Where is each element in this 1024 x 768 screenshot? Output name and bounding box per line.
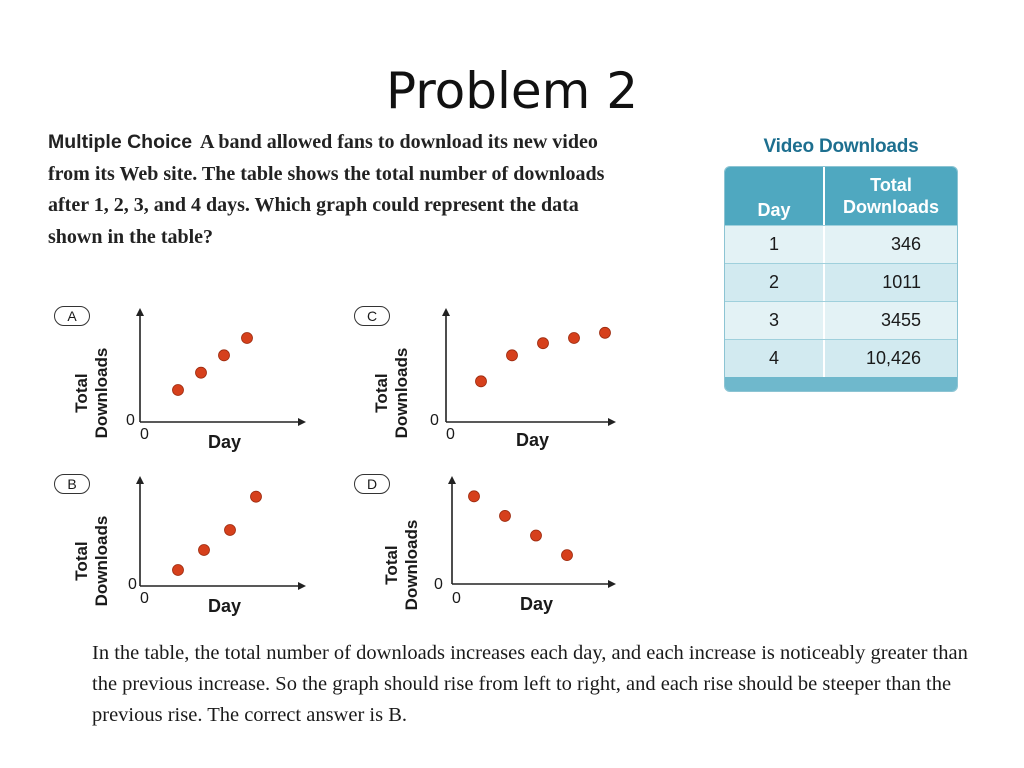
data-point bbox=[562, 550, 573, 561]
table-title: Video Downloads bbox=[763, 136, 919, 157]
x-axis-arrow bbox=[298, 582, 306, 590]
x-axis-arrow bbox=[298, 418, 306, 426]
cell-day: 2 bbox=[725, 264, 825, 301]
x-axis-arrow bbox=[608, 418, 616, 426]
data-point bbox=[251, 491, 262, 502]
data-point bbox=[225, 525, 236, 536]
scatter-plot-c bbox=[348, 300, 648, 460]
y-zero-label: 0 bbox=[430, 412, 439, 429]
x-axis-label: Day bbox=[516, 430, 550, 450]
data-point bbox=[538, 338, 549, 349]
x-zero-label: 0 bbox=[140, 590, 149, 607]
option-d-badge[interactable]: D bbox=[354, 474, 390, 494]
cell-day: 4 bbox=[725, 340, 825, 377]
explanation-text: In the table, the total number of downloads increases each day, and each increase is noticeably greater than the previous increase. So the graph should rise from left to right, and each rise should be steeper than the previous rise. The correct answer is B. bbox=[92, 642, 968, 726]
header-downloads-line1: Total bbox=[870, 175, 912, 195]
data-point bbox=[600, 327, 611, 338]
table-row bbox=[725, 263, 957, 301]
graph-option-c[interactable]: C Total Downloads 0 0 Day bbox=[348, 300, 648, 460]
table-row bbox=[725, 339, 957, 377]
scatter-plot-d bbox=[348, 468, 648, 628]
cell-downloads: 346 bbox=[890, 234, 921, 254]
x-axis-label: Day bbox=[520, 594, 554, 614]
video-downloads-table bbox=[724, 136, 958, 392]
cell-downloads: 1011 bbox=[882, 272, 921, 292]
table-row bbox=[725, 225, 957, 263]
question-body: A band allowed fans to download its new video from its Web site. The table shows the total number of downloads after 1, 2, 3, and 4 days. Which graph could represent the data shown in the table? bbox=[48, 131, 605, 248]
option-b-badge[interactable]: B bbox=[54, 474, 90, 494]
graph-option-d[interactable]: D Total Downloads 0 0 Day bbox=[348, 468, 648, 628]
cell-downloads: 3455 bbox=[880, 310, 921, 330]
option-c-badge[interactable]: C bbox=[354, 306, 390, 326]
graph-option-a[interactable]: A Total Downloads 0 0 Day bbox=[48, 300, 348, 460]
data-point bbox=[476, 376, 487, 387]
table-header-row bbox=[725, 167, 957, 225]
header-day: Day bbox=[725, 167, 825, 225]
y-zero-label: 0 bbox=[126, 412, 135, 429]
cell-downloads: 10,426 bbox=[865, 348, 921, 368]
data-point bbox=[500, 510, 511, 521]
data-point bbox=[219, 350, 230, 361]
data-point bbox=[173, 565, 184, 576]
option-a-badge[interactable]: A bbox=[54, 306, 90, 326]
y-zero-label: 0 bbox=[434, 576, 443, 593]
data-point bbox=[469, 491, 480, 502]
y-axis-arrow bbox=[448, 476, 456, 484]
data-point bbox=[196, 367, 207, 378]
data-point bbox=[507, 350, 518, 361]
x-zero-label: 0 bbox=[446, 426, 455, 443]
x-axis-label: Day bbox=[208, 596, 242, 616]
y-axis-arrow bbox=[442, 308, 450, 316]
scatter-plot-b bbox=[48, 468, 348, 628]
data-point bbox=[199, 545, 210, 556]
table-footer bbox=[725, 377, 957, 391]
multiple-choice-label: Multiple Choice bbox=[48, 131, 193, 153]
scatter-plot-a bbox=[48, 300, 348, 460]
y-axis-arrow bbox=[136, 476, 144, 484]
table-row bbox=[725, 301, 957, 339]
y-axis-arrow bbox=[136, 308, 144, 316]
x-zero-label: 0 bbox=[452, 590, 461, 607]
data-point bbox=[569, 333, 580, 344]
table-body bbox=[724, 166, 958, 392]
data-point bbox=[173, 385, 184, 396]
cell-day: 1 bbox=[725, 226, 825, 263]
data-point bbox=[242, 333, 253, 344]
graph-option-b[interactable]: B Total Downloads 0 0 Day bbox=[48, 468, 348, 628]
data-point bbox=[531, 530, 542, 541]
page-title: Problem 2 bbox=[385, 62, 639, 120]
header-downloads bbox=[825, 167, 957, 225]
x-axis-label: Day bbox=[208, 432, 242, 452]
x-axis-arrow bbox=[608, 580, 616, 588]
header-downloads-line2: Downloads bbox=[842, 197, 939, 217]
cell-day: 3 bbox=[725, 302, 825, 339]
x-zero-label: 0 bbox=[140, 426, 149, 443]
question-text bbox=[48, 127, 608, 253]
y-zero-label: 0 bbox=[128, 576, 137, 593]
